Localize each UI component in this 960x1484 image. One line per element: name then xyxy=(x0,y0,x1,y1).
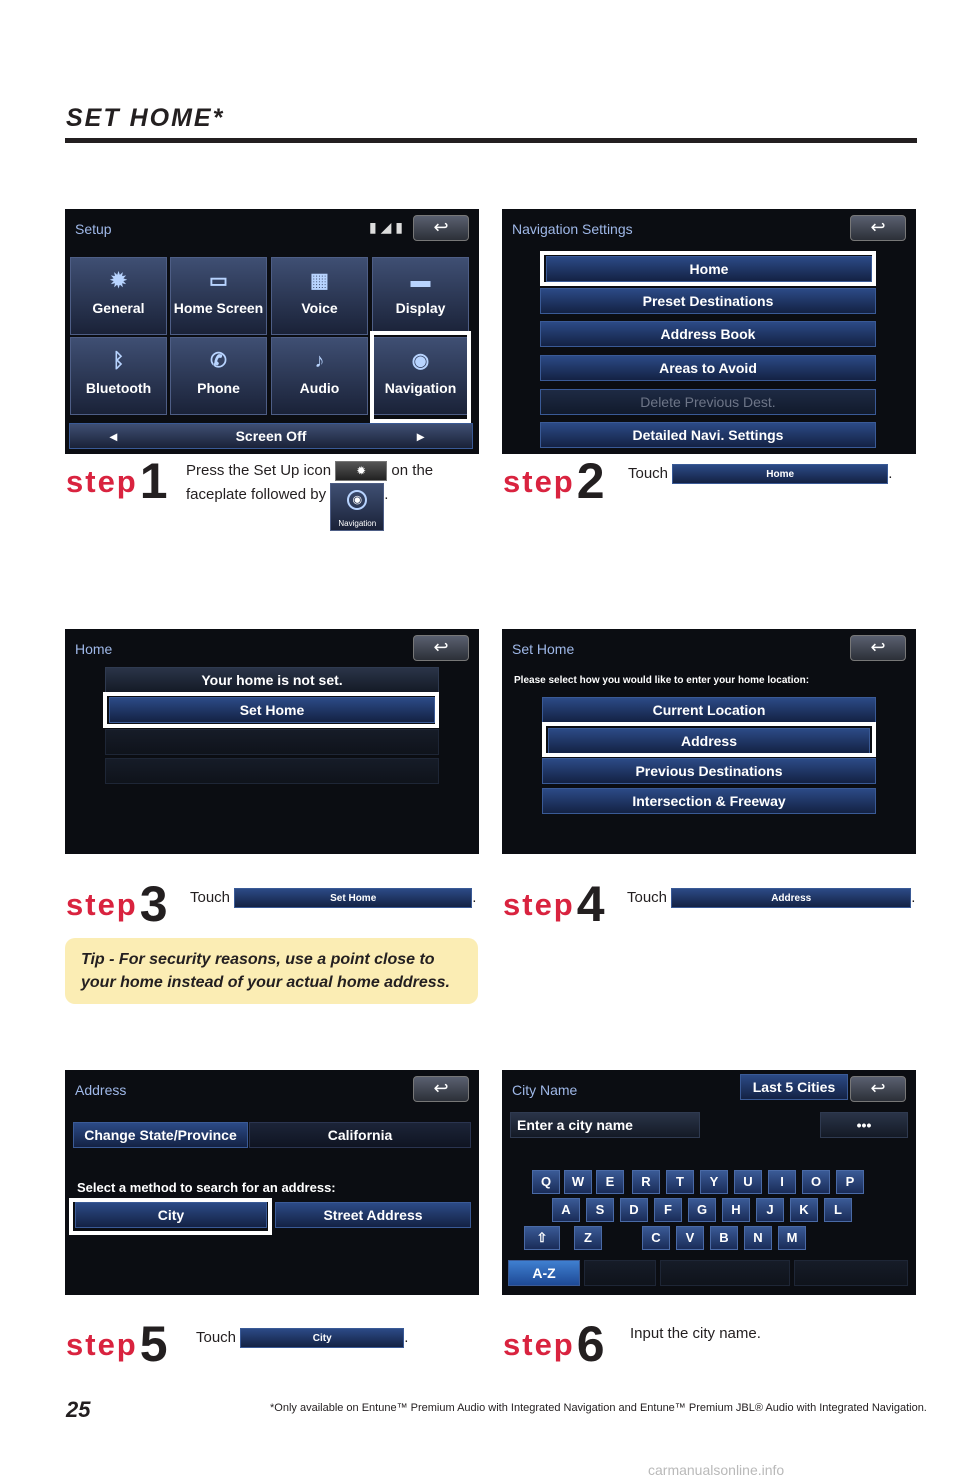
page-number: 25 xyxy=(66,1397,91,1422)
intersection-freeway-button[interactable]: Intersection & Freeway xyxy=(542,788,876,814)
phone-icon: ✆ xyxy=(210,350,227,372)
step-2-label: step2 xyxy=(503,453,605,509)
tile-voice[interactable] xyxy=(271,257,368,335)
step-5-label: step5 xyxy=(66,1316,168,1372)
key-h[interactable]: H xyxy=(722,1198,750,1222)
menu-home[interactable]: Home xyxy=(546,256,872,282)
key-d[interactable]: D xyxy=(620,1198,648,1222)
key-n[interactable]: N xyxy=(744,1226,772,1250)
back-button[interactable]: ↩ xyxy=(850,215,906,241)
change-state-button[interactable]: Change State/Province xyxy=(73,1122,248,1148)
key-u[interactable]: U xyxy=(734,1170,762,1194)
tile-bluetooth[interactable] xyxy=(70,337,167,415)
highlight-frame xyxy=(103,692,439,728)
display-icon: ▬ xyxy=(410,270,431,292)
address-button[interactable]: Address xyxy=(548,728,870,754)
disabled-option xyxy=(105,729,439,755)
key-g[interactable]: G xyxy=(688,1198,716,1222)
step-4-label: step4 xyxy=(503,876,605,932)
screen-off-label: Screen Off xyxy=(235,428,307,444)
key-e[interactable]: E xyxy=(596,1170,624,1194)
footnote: *Only available on Entune™ Premium Audio with Integrated Navigation and Entune™ Premium JBL® Audio with Integrated Navigation. xyxy=(270,1402,927,1414)
highlight-frame xyxy=(370,331,471,423)
key-m[interactable]: M xyxy=(778,1226,806,1250)
step-1-desc: Press the Set Up icon ✹ on the faceplate followed by ◉ Navigation. xyxy=(186,459,456,531)
home-status-message: Your home is not set. xyxy=(105,667,439,693)
disabled-mode-key xyxy=(660,1260,790,1286)
key-b[interactable]: B xyxy=(710,1226,738,1250)
disabled-mode-key xyxy=(794,1260,908,1286)
tile-audio[interactable] xyxy=(271,337,368,415)
tile-general[interactable] xyxy=(70,257,167,335)
state-value: California xyxy=(249,1122,471,1148)
step-2-desc: Touch Home . xyxy=(628,462,928,486)
screen-header: Home xyxy=(75,641,113,657)
bluetooth-icon: ᛒ xyxy=(112,350,125,372)
home-button-thumb: Home xyxy=(672,464,888,484)
previous-destinations-button[interactable]: Previous Destinations xyxy=(542,758,876,784)
key-t[interactable]: T xyxy=(666,1170,694,1194)
key-v[interactable]: V xyxy=(676,1226,704,1250)
page-title: SET HOME* xyxy=(66,104,225,132)
key-j[interactable]: J xyxy=(756,1198,784,1222)
highlight-frame xyxy=(542,722,876,757)
set-home-prompt: Please select how you would like to enter your home location: xyxy=(514,675,810,686)
step-3-label: step3 xyxy=(66,876,168,932)
disabled-mode-key xyxy=(584,1260,656,1286)
tile-label: Home Screen xyxy=(173,300,264,316)
set-home-button[interactable]: Set Home xyxy=(109,697,435,723)
compass-icon: ◉ xyxy=(411,350,430,372)
street-address-button[interactable]: Street Address xyxy=(275,1202,471,1228)
back-button[interactable]: ↩ xyxy=(413,215,469,241)
highlight-frame xyxy=(540,251,876,286)
more-button[interactable]: ••• xyxy=(820,1112,908,1138)
step-6-desc: Input the city name. xyxy=(630,1325,761,1342)
back-button[interactable]: ↩ xyxy=(850,635,906,661)
music-note-icon: ♪ xyxy=(314,350,325,372)
status-icons: ▮ ◢ ▮ xyxy=(369,219,403,235)
key-a[interactable]: A xyxy=(552,1198,580,1222)
compass-icon: ◉ xyxy=(347,490,367,510)
address-button-thumb: Address xyxy=(671,888,911,908)
tile-home-screen[interactable] xyxy=(170,257,267,335)
city-button[interactable]: City xyxy=(75,1202,267,1228)
chevron-left-icon: ◂ xyxy=(110,428,118,444)
key-s[interactable]: S xyxy=(586,1198,614,1222)
screenshot-address xyxy=(65,1070,479,1295)
screen-icon: ▭ xyxy=(209,270,228,292)
menu-areas-to-avoid[interactable]: Areas to Avoid xyxy=(540,355,876,381)
key-q[interactable]: Q xyxy=(532,1170,560,1194)
screen-off-bar[interactable] xyxy=(69,423,473,449)
tile-label: General xyxy=(92,300,145,316)
key-k[interactable]: K xyxy=(790,1198,818,1222)
screenshot-setup xyxy=(65,209,479,454)
tile-label: Voice xyxy=(301,300,338,316)
set-home-button-thumb: Set Home xyxy=(234,888,472,908)
step-5-desc: Touch City . xyxy=(196,1326,456,1350)
gear-icon: ✹ xyxy=(110,270,127,292)
screen-header: Address xyxy=(75,1082,127,1098)
screenshot-home xyxy=(65,629,479,854)
tile-display[interactable] xyxy=(372,257,469,335)
keyboard-mode-az[interactable]: A-Z xyxy=(508,1260,580,1286)
menu-address-book[interactable]: Address Book xyxy=(540,321,876,347)
step-6-label: step6 xyxy=(503,1316,605,1372)
shift-key[interactable]: ⇧ xyxy=(524,1226,560,1250)
key-c[interactable]: C xyxy=(642,1226,670,1250)
screen-header: Set Home xyxy=(512,641,575,657)
voice-icon: ▦ xyxy=(310,270,329,292)
tile-label: Navigation xyxy=(384,380,457,396)
menu-preset-destinations[interactable]: Preset Destinations xyxy=(540,288,876,314)
setup-button-thumb: ✹ xyxy=(335,461,387,481)
step-1-label: step1 xyxy=(66,453,168,509)
title-rule xyxy=(65,138,917,143)
last-5-cities-button[interactable]: Last 5 Cities xyxy=(740,1074,848,1100)
city-input[interactable]: Enter a city name xyxy=(510,1112,700,1138)
search-method-prompt: Select a method to search for an address: xyxy=(77,1180,336,1195)
back-button[interactable]: ↩ xyxy=(413,1076,469,1102)
highlight-frame xyxy=(69,1198,272,1235)
back-button[interactable]: ↩ xyxy=(413,635,469,661)
tile-label: Audio xyxy=(299,380,340,396)
key-i[interactable]: I xyxy=(768,1170,796,1194)
navigation-button-thumb: ◉ Navigation xyxy=(330,483,384,531)
tile-label: Bluetooth xyxy=(85,380,152,396)
menu-detailed-settings[interactable]: Detailed Navi. Settings xyxy=(540,422,876,448)
back-button[interactable]: ↩ xyxy=(850,1076,906,1102)
chevron-right-icon: ▸ xyxy=(416,428,424,444)
city-button-thumb: City xyxy=(240,1328,404,1348)
key-f[interactable]: F xyxy=(654,1198,682,1222)
screenshot-city-name xyxy=(502,1070,916,1295)
step-3-desc: Touch Set Home . xyxy=(190,886,490,910)
watermark: carmanualsonline.info xyxy=(648,1462,785,1478)
screen-header: Navigation Settings xyxy=(512,221,633,237)
disabled-option xyxy=(105,758,439,784)
tile-label: Phone xyxy=(197,380,240,396)
screenshot-navigation-settings xyxy=(502,209,916,454)
key-w[interactable]: W xyxy=(564,1170,592,1194)
screen-header: Setup xyxy=(75,221,112,237)
key-r[interactable]: R xyxy=(632,1170,660,1194)
step-4-desc: Touch Address . xyxy=(627,886,927,910)
key-l[interactable]: L xyxy=(824,1198,852,1222)
tile-label: Display xyxy=(395,300,446,316)
screen-header: City Name xyxy=(512,1082,578,1098)
key-y[interactable]: Y xyxy=(700,1170,728,1194)
tip-box: Tip - For security reasons, use a point close to your home instead of your actual home address. xyxy=(65,938,478,1004)
key-z[interactable]: Z xyxy=(574,1226,602,1250)
menu-delete-previous[interactable]: Delete Previous Dest. xyxy=(540,389,876,415)
current-location-button[interactable]: Current Location xyxy=(542,697,876,723)
screenshot-set-home xyxy=(502,629,916,854)
tile-phone[interactable] xyxy=(170,337,267,415)
key-p[interactable]: P xyxy=(836,1170,864,1194)
key-o[interactable]: O xyxy=(802,1170,830,1194)
